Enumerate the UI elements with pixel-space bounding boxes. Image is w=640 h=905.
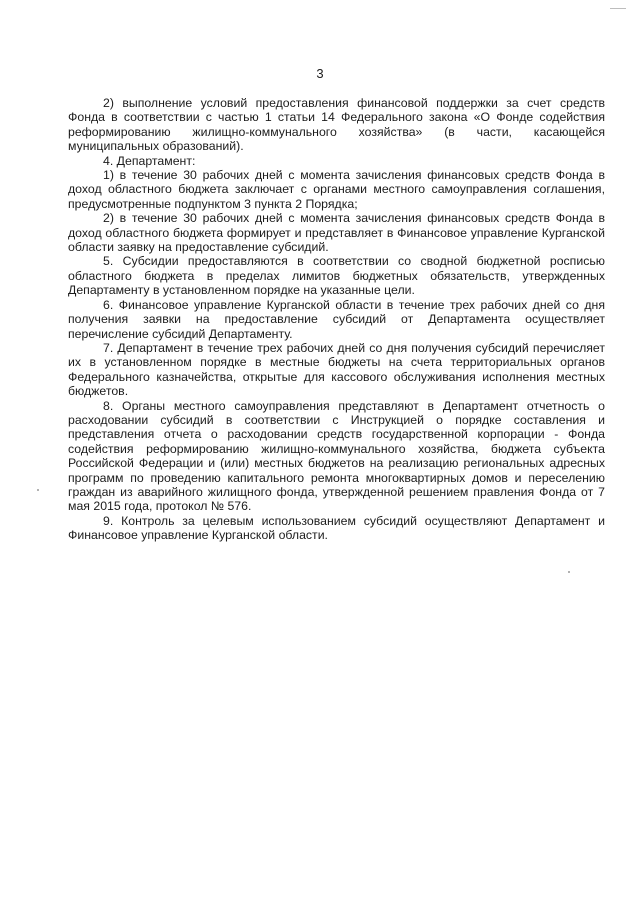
paragraph-7: 7. Департамент в течение трех рабочих дней со дня получения субсидий перечисляет их в установленном порядке в местные бюджеты на счета территориальных органов Федерального казначейства, открытые для кассового обслуживания исполнения местных бюджетов. xyxy=(68,340,605,399)
paragraph-6: 6. Финансовое управление Курганской области в течение трех рабочих дней со дня получения заявки на предоставление субсидий от Департамента осуществляет перечисление субсидий Департаменту. xyxy=(68,297,605,341)
scan-speck xyxy=(37,489,39,491)
paragraph-4-1: 1) в течение 30 рабочих дней с момента зачисления финансовых средств Фонда в доход областного бюджета заключает с органами местного самоуправления соглашения, предусмотренные подпунктом 3 пункта 2 Порядка; xyxy=(68,168,605,211)
paragraph-4-heading: 4. Департамент: xyxy=(103,153,196,168)
page-number: 3 xyxy=(316,66,324,81)
paragraph-3-2: 2) выполнение условий предоставления финансовой поддержки за счет средств Фонда в соответствии с частью 1 статьи 14 Федерального закона «О Фонде содействия реформированию жилищно-коммунального хозяйства» (в части, касающейся муниципальных образований). xyxy=(68,96,605,154)
scan-corner-mark xyxy=(610,8,626,9)
paragraph-4-2: 2) в течение 30 рабочих дней с момента зачисления финансовых средств Фонда в доход областного бюджета формирует и представляет в Финансовое управление Курганской области заявку на предоставление субсидий. xyxy=(68,211,605,255)
paragraph-9: 9. Контроль за целевым использованием субсидий осуществляют Департамент и Финансовое управление Курганской области. xyxy=(68,513,605,543)
document-body xyxy=(68,96,605,543)
paragraph-8: 8. Органы местного самоуправления представляют в Департамент отчетность о расходовании субсидий в соответствии с Инструкцией о порядке составления и представления отчета о расходовании средств государственной корпорации - Фонда содействия реформированию жилищно-коммунального хозяйства, бюджета субъекта Российской Федерации и (или) местных бюджетов на реализацию региональных адресных программ по проведению капитального ремонта многоквартирных домов и переселению граждан из аварийного жилищного фонда, утвержденной решением правления Фонда от 7 мая 2015 года, протокол № 576. xyxy=(68,398,605,514)
scan-speck xyxy=(568,571,570,573)
paragraph-5: 5. Субсидии предоставляются в соответствии со сводной бюджетной росписью областного бюджета в пределах лимитов бюджетных обязательств, утвержденных Департаменту в установленном порядке на указанные цели. xyxy=(68,254,605,298)
